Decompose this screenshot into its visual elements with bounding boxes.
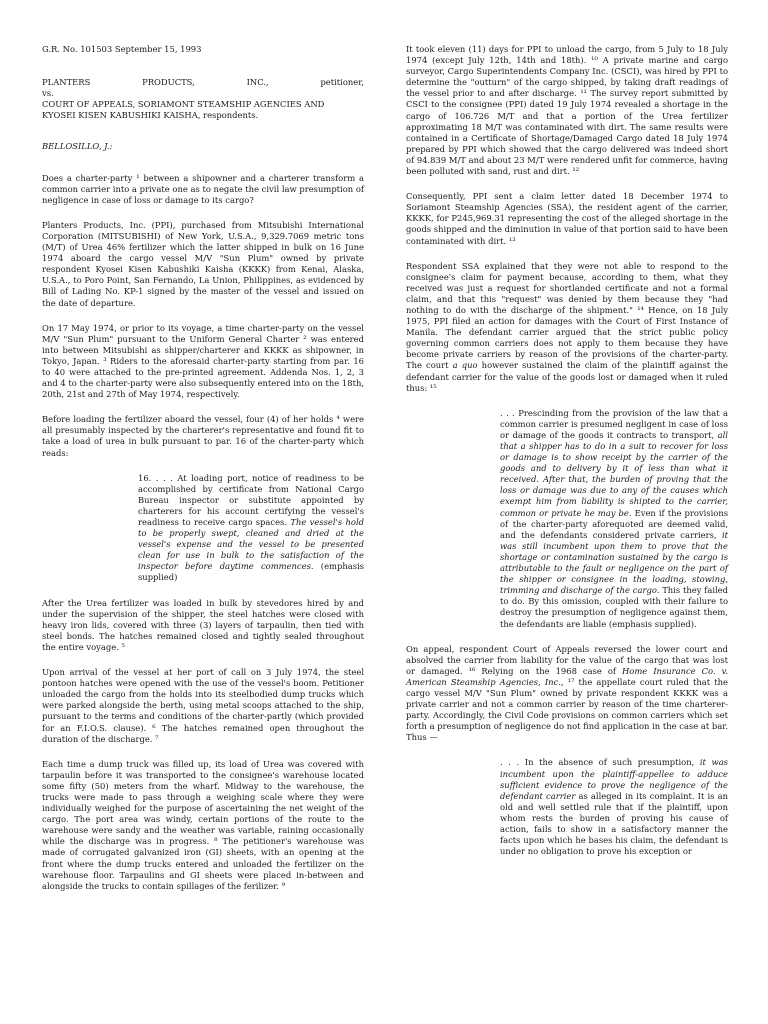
block-quote-1 [138, 473, 364, 584]
quote-2-text-c: Even if the provisions of the charter-party aforequoted are deemed valid, and the defendants considered private carriers, [500, 507, 729, 540]
paragraph-4: Before loading the fertilizer aboard the vessel, four (4) of her holds ⁴ were all presumably inspected by the charterer's representative and found fit to take a load of urea in bulk pursuant to par. 16 of the charter-party which reads: [42, 414, 364, 458]
petitioner-word-3: INC., [246, 77, 269, 88]
block-quote-3 [500, 757, 728, 857]
paragraph-10-text: Respondent SSA explained that they were not able to respond to the consignee's claim for payment because, according to them, what they received was just a request for shortlanded certificate and not a formal claim, and that this "request" was denied by them because they "had nothing to do with the discharge of the shipment." ¹⁴ Hence, on 18 July 1975, PPI filed an action for damages with the Court of First Instance of Manila. The defendant carrier argued that the strict public policy governing common carriers does not apply to them because they have become private carriers by reason of the provisions of the charter-party. The court [406, 260, 728, 371]
paragraph-7: Each time a dump truck was filled up, its load of Urea was covered with tarpaulin before it was transported to the consignee's warehouse located some fifty (50) meters from the wharf. Midway to the warehouse, the trucks were made to pass through a weighing scale where they were individually weighed for the purpose of ascertaining the net weight of the cargo. The port area was windy, certain portions of the route to the warehouse were sandy and the weather was variable, raining occasionally while the discharge was in progress. ⁸ The petitioner's warehouse was made of corrugated galvanized iron (GI) sheets, with an opening at the front where the dump trucks entered and unloaded the fertilizer on the warehouse floor. Tarpaulins and GI sheets were placed in-between and alongside the trucks to contain spillages of the ferilizer. ⁹ [42, 758, 364, 891]
right-column [406, 44, 728, 857]
paragraph-11-rest: ¹⁷ the appellate court ruled that the cargo vessel M/V "Sun Plum" owned by private respondent KKKK was a private carrier and not a common carrier by reason of the time charterer-party. Accordingly, the Civil Code provisions on common carriers which set forth a presumption of negligence do not find application in the case at bar. Thus — [406, 676, 728, 743]
paragraph-6: Upon arrival of the vessel at her port of call on 3 July 1974, the steel pontoon hatches were opened with the use of the vessel's boom. Petitioner unloaded the cargo from the holds into its steelbodied dump trucks which were parked alongside the berth, using metal scoops attached to the ship, pursuant to the terms and conditions of the charter-partly (which provided for an F.I.O.S. clause). ⁶ The hatches remained open throughout the duration of the discharge. ⁷ [42, 667, 364, 744]
petitioner-word-2: PRODUCTS, [142, 77, 195, 88]
paragraph-10-rest: however sustained the claim of the plaintiff against the defendant carrier for the value of the goods lost or damaged when it ruled thus: ¹⁵ [406, 360, 728, 393]
case-title: G.R. No. 101503 September 15, 1993 [42, 44, 202, 54]
quote-3-text-a: . . . In the absence of such presumption, [500, 757, 695, 768]
paragraph-11-case-name: Home Insurance Co. v. American Steamship Agencies, Inc., [406, 665, 728, 687]
paragraph-10 [406, 261, 728, 394]
quote-1-plain: 16. . . . At loading port, notice of readiness to be accomplished by certificate from National Cargo Bureau inspector or substitute appointed by charterers for his account certifying the vessel's readiness to receive cargo spaces. [138, 472, 364, 527]
respondents-line-2: KYOSEI KISEN KABUSHIKI KAISHA, respondents. [42, 110, 259, 121]
paragraph-9: Consequently, PPI sent a claim letter dated 18 December 1974 to Soriamont Steamship Agencies (SSA), the resident agent of the carrier, KKKK, for P245,969.31 representing the cost of the alleged shortage in the goods shipped and the diminution in value of that portion said to have been contaminated with dirt. ¹³ [406, 191, 728, 246]
paragraph-8: It took eleven (11) days for PPI to unload the cargo, from 5 July to 18 July 1974 (except July 12th, 14th and 18th). ¹⁰ A private marine and cargo surveyor, Cargo Superintendents Company Inc. (CSCI), was hired by PPI to determine the "outturn" of the cargo shipped, by taking draft readings of the vessel prior to and after discharge. ¹¹ The survey report submitted by CSCI to the consignee (PPI) dated 19 July 1974 revealed a shortage in the cargo of 106.726 M/T and that a portion of the Urea fertilizer approximating 18 M/T was contaminated with dirt. The same results were contained in a Certificate of Shortage/Damaged Cargo dated 18 July 1974 prepared by PPI which showed that the cargo delivered was indeed short of 94.839 M/T and about 23 M/T were rendered unfit for commerce, having been polluted with sand, rust and dirt. ¹² [406, 44, 728, 177]
paragraph-1: Does a charter-party ¹ between a shipowner and a charterer transform a common carrier into a private one as to negate the civil law presumption of negligence in case of loss or damage to its cargo? [42, 172, 364, 205]
paragraph-5: After the Urea fertilizer was loaded in bulk by stevedores hired by and under the supervision of the shipper, the steel hatches were closed with heavy iron lids, covered with three (3) layers of tarpaulin, then tied with steel bonds. The hatches remained closed and tightly sealed throughout the entire voyage. ⁵ [42, 597, 364, 652]
paragraph-10-italic: a quo [452, 360, 478, 371]
paragraph-11-text: On appeal, respondent Court of Appeals reversed the lower court and absolved the carrier from liability for the value of the cargo that was lost or damaged. ¹⁶ Relying on the 1968 case of [406, 643, 728, 676]
petitioner-word-1: PLANTERS [42, 77, 91, 88]
quote-2-italic-d: it was still incumbent upon them to prove that the shortage or contamination sustained by the cargo is attributable to the fault or negligence on the part of the shipper or consignee in the loading, stowing, trimming and discharge of the cargo. [500, 529, 728, 596]
quote-3-italic-b: it was incumbent upon the plaintiff-appellee to adduce sufficient evidence to prove the negligence of the defendant carrier [500, 757, 728, 801]
quote-2-text-a: . . . Prescinding from the provision of the law that a common carrier is presumed negligent in case of loss or damage of the goods it contracts to transport, [500, 407, 728, 440]
quote-3-text-c: as alleged in its complaint. It is an old and well settled rule that if the plaintiff, upon whom rests the burden of proving his cause of action, fails to show in a satisfactory manner the facts upon which he bases his claim, the defendant is under no obligation to prove his exception or [500, 790, 728, 857]
block-quote-2 [500, 408, 728, 630]
ponente: BELLOSILLO, J.: [42, 141, 113, 152]
paragraph-2: Planters Products, Inc. (PPI), purchased from Mitsubishi International Corporation (MITSUBISHI) of New York, U.S.A., 9,329.7069 metric tons (M/T) of Urea 46% fertilizer which the latter shipped in bulk on 16 June 1974 aboard the cargo vessel M/V "Sun Plum" owned by private respondent Kyosei Kisen Kabushiki Kaisha (KKKK) from Kenai, Alaska, U.S.A., to Poro Point, San Fernando, La Union, Philippines, as evidenced by Bill of Lading No. KP-1 signed by the master of the vessel and issued on the date of departure. [42, 219, 364, 308]
respondents-line-1: COURT OF APPEALS, SORIAMONT STEAMSHIP AGENCIES AND [42, 99, 325, 110]
petitioner-word-4: petitioner, [320, 77, 364, 88]
quote-1-italic: The vessel's hold to be properly swept, cleaned and dried at the vessel's expense and the vessel to be presented clean for use in bulk to the satisfaction of the inspector before daytime commences. [138, 517, 364, 572]
quote-2-text-e: This they failed to do. By this omission, coupled with their failure to destroy the presumption of negligence against them, the defendants are liable (emphasis supplied). [500, 585, 728, 629]
case-header [42, 44, 364, 153]
left-column [42, 44, 364, 892]
paragraph-11 [406, 644, 728, 744]
petitioner-line [42, 77, 364, 88]
quote-2-italic-b: all that a shipper has to do in a suit to recover for loss or damage is to show receipt by the carrier of the goods and to delivery by it of less than what it received. After that, the burden of proving that the loss or damage was due to any of the causes which exempt him from liability is shipted to the carrier, common or private he may be. [500, 429, 728, 518]
quote-1-note: (emphasis supplied) [138, 561, 364, 583]
versus: vs. [42, 88, 54, 99]
paragraph-3: On 17 May 1974, or prior to its voyage, a time charter-party on the vessel M/V "Sun Plum" pursuant to the Uniform General Charter ² was entered into between Mitsubishi as shipper/charterer and KKKK as shipowner, in Tokyo, Japan. ³ Riders to the aforesaid charter-party starting from par. 16 to 40 were attached to the pre-printed agreement. Addenda Nos. 1, 2, 3 and 4 to the charter-party were also subsequently entered into on the 18th, 20th, 21st and 27th of May 1974, respectively. [42, 322, 364, 400]
